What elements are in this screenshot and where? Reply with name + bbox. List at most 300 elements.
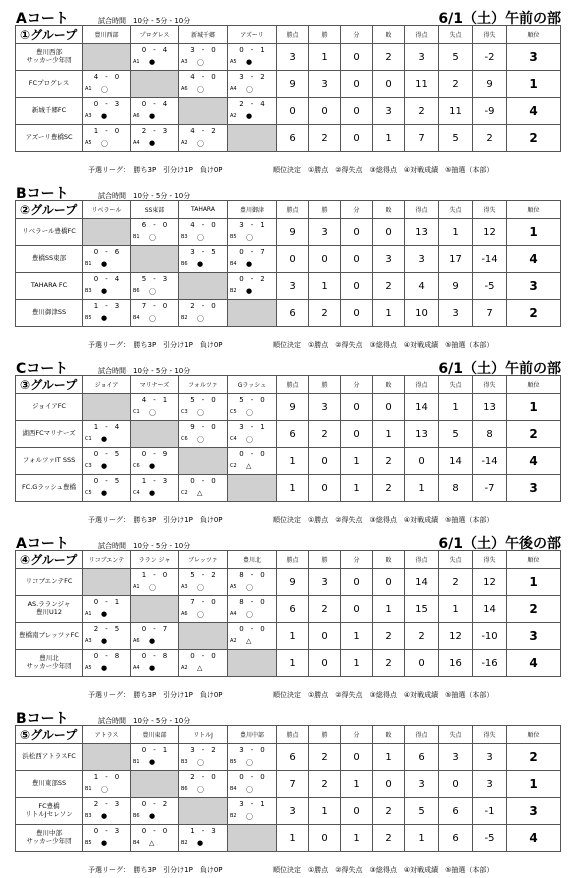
match-score: 0 ‐ 1 — [141, 746, 168, 754]
stat-value: 1 — [373, 744, 405, 771]
result-cell — [228, 771, 277, 798]
result-cell — [179, 71, 228, 98]
result-cell — [131, 125, 179, 152]
match-score: 0 ‐ 6 — [93, 248, 120, 256]
match-score: 0 ‐ 1 — [239, 46, 265, 54]
stat-value: 0 — [309, 448, 341, 475]
rank-value: 3 — [507, 475, 561, 502]
stat-value: -7 — [473, 475, 507, 502]
stat-value: 1 — [373, 421, 405, 448]
stat-header: 失点 — [439, 376, 473, 394]
team-name: FC豊橋 リトルJセレソン — [16, 798, 83, 825]
stat-value: 14 — [473, 596, 507, 623]
match-score: 3 ‐ 0 — [239, 746, 265, 754]
stat-value: -2 — [473, 44, 507, 71]
match-score: 2 ‐ 5 — [93, 625, 120, 633]
self-match-cell — [228, 300, 277, 327]
match-score: 4 ‐ 0 — [190, 73, 216, 81]
result-mark: ● — [149, 58, 156, 66]
match-score: 8 ‐ 0 — [239, 598, 265, 606]
opponent-header: 豊川西部 — [83, 26, 131, 44]
match-score: 0 ‐ 0 — [190, 477, 216, 485]
match-number: B5 — [85, 840, 92, 846]
stat-header: 得点 — [405, 201, 439, 219]
stat-value: 12 — [439, 623, 473, 650]
team-row — [16, 421, 561, 448]
result-cell — [179, 44, 228, 71]
team-name: AS.ラランジャ 豊川U12 — [16, 596, 83, 623]
stat-value: 2 — [373, 650, 405, 677]
stat-value: -5 — [473, 825, 507, 852]
stat-header: 勝 — [309, 376, 341, 394]
stat-value: 0 — [341, 246, 373, 273]
self-match-cell — [228, 125, 277, 152]
stat-value: 0 — [373, 771, 405, 798]
team-row — [16, 475, 561, 502]
self-match-cell — [228, 650, 277, 677]
team-row — [16, 798, 561, 825]
result-cell — [228, 569, 277, 596]
result-mark: ● — [101, 489, 108, 497]
match-score: 2 ‐ 0 — [190, 773, 216, 781]
team-row — [16, 246, 561, 273]
stat-value: 0 — [341, 98, 373, 125]
match-number: C1 — [85, 436, 92, 442]
team-row — [16, 98, 561, 125]
stat-value: 6 — [439, 798, 473, 825]
rank-value: 1 — [507, 394, 561, 421]
rank-value: 4 — [507, 448, 561, 475]
match-number: B1 — [133, 234, 140, 240]
stat-value: 6 — [277, 125, 309, 152]
team-name: FCプログレス — [16, 71, 83, 98]
stat-value: 2 — [373, 798, 405, 825]
match-number: C2 — [230, 463, 237, 469]
result-mark: ● — [101, 664, 108, 672]
stat-header: 得点 — [405, 26, 439, 44]
match-score: 3 ‐ 1 — [239, 423, 265, 431]
match-time: 試合時間 10分 ‐ 5分 ‐ 10分 — [98, 542, 191, 550]
result-mark: ● — [149, 637, 156, 645]
stat-value: 2 — [439, 71, 473, 98]
stat-value: 3 — [277, 273, 309, 300]
result-mark: △ — [246, 462, 252, 470]
match-number: B2 — [230, 813, 237, 819]
self-match-cell — [131, 71, 179, 98]
result-cell — [228, 246, 277, 273]
team-row — [16, 71, 561, 98]
rank-value: 3 — [507, 798, 561, 825]
result-cell — [228, 273, 277, 300]
match-score: 0 ‐ 5 — [93, 450, 120, 458]
stat-value: 3 — [405, 771, 439, 798]
team-name: 豊橋南ブレッツァFC — [16, 623, 83, 650]
footer-ranking: 順位決定 ①勝点 ②得失点 ③総得点 ④対戦成績 ⑤抽選（本部） — [273, 166, 494, 174]
result-cell — [131, 273, 179, 300]
court-section — [0, 8, 581, 178]
opponent-header: ララン ジャ — [131, 551, 179, 569]
stat-value: 9 — [277, 219, 309, 246]
match-score: 0 ‐ 0 — [239, 625, 265, 633]
footer-points: 予選リーグ： 勝ち3P 引分け1P 負け0P — [88, 516, 223, 524]
result-cell — [179, 300, 228, 327]
match-number: A3 — [181, 584, 188, 590]
match-score: 3 ‐ 5 — [190, 248, 216, 256]
opponent-header: プログレス — [131, 26, 179, 44]
stat-header: 失点 — [439, 726, 473, 744]
result-mark: ● — [101, 287, 108, 295]
result-cell — [131, 300, 179, 327]
result-mark: 〇 — [101, 140, 108, 148]
opponent-header: マリナーズ — [131, 376, 179, 394]
stat-header: 順位 — [507, 726, 561, 744]
self-match-cell — [131, 246, 179, 273]
match-number: B6 — [181, 786, 188, 792]
stat-value: 1 — [373, 596, 405, 623]
match-number: C2 — [181, 490, 188, 496]
rank-value: 3 — [507, 273, 561, 300]
match-score: 3 ‐ 2 — [239, 73, 265, 81]
stat-value: 12 — [473, 219, 507, 246]
team-row — [16, 125, 561, 152]
stat-value: 2 — [473, 125, 507, 152]
self-match-cell — [83, 394, 131, 421]
stat-value: 3 — [277, 44, 309, 71]
stat-value: 1 — [373, 125, 405, 152]
result-mark: 〇 — [197, 86, 204, 94]
stat-value: 10 — [405, 300, 439, 327]
self-match-cell — [179, 273, 228, 300]
team-name: 浜松西アトラスFC — [16, 744, 83, 771]
match-time: 試合時間 10分 ‐ 5分 ‐ 10分 — [98, 17, 191, 25]
team-name: ジョイアFC — [16, 394, 83, 421]
stat-value: 0 — [373, 71, 405, 98]
result-cell — [131, 475, 179, 502]
result-cell — [228, 596, 277, 623]
opponent-header: ブレッツァ — [179, 551, 228, 569]
result-mark: 〇 — [246, 813, 253, 821]
court-section — [0, 533, 581, 703]
stat-value: 1 — [439, 394, 473, 421]
stat-value: 0 — [373, 219, 405, 246]
match-number: A1 — [85, 86, 92, 92]
match-score: 0 ‐ 0 — [239, 773, 265, 781]
stat-value: 0 — [341, 569, 373, 596]
stat-header: 分 — [341, 376, 373, 394]
stat-value: 0 — [341, 300, 373, 327]
stat-value: 2 — [309, 300, 341, 327]
stat-value: 3 — [309, 569, 341, 596]
match-number: B5 — [230, 759, 237, 765]
result-cell — [83, 300, 131, 327]
result-mark: ● — [101, 812, 108, 820]
match-score: 0 ‐ 2 — [239, 275, 265, 283]
match-number: B1 — [85, 786, 92, 792]
stat-value: 9 — [473, 71, 507, 98]
result-cell — [83, 246, 131, 273]
result-cell — [83, 98, 131, 125]
result-mark: 〇 — [149, 409, 156, 417]
match-number: B6 — [133, 813, 140, 819]
stat-header: 分 — [341, 26, 373, 44]
result-cell — [228, 44, 277, 71]
match-score: 8 ‐ 0 — [239, 571, 265, 579]
match-time: 試合時間 10分 ‐ 5分 ‐ 10分 — [98, 717, 191, 725]
match-score: 0 ‐ 5 — [93, 477, 120, 485]
stat-value: 5 — [439, 125, 473, 152]
result-cell — [228, 448, 277, 475]
rank-value: 4 — [507, 825, 561, 852]
match-number: C5 — [85, 490, 92, 496]
match-score: 2 ‐ 0 — [190, 302, 216, 310]
team-name: リベラール豊橋FC — [16, 219, 83, 246]
rank-value: 1 — [507, 771, 561, 798]
match-score: 6 ‐ 0 — [141, 221, 168, 229]
stat-header: 失点 — [439, 201, 473, 219]
rank-value: 2 — [507, 596, 561, 623]
rank-value: 2 — [507, 300, 561, 327]
stat-value: 0 — [341, 125, 373, 152]
result-mark: 〇 — [246, 759, 253, 767]
result-mark: 〇 — [197, 140, 204, 148]
match-number: C5 — [230, 409, 237, 415]
match-score: 4 ‐ 0 — [190, 221, 216, 229]
result-mark: △ — [197, 664, 203, 672]
result-cell — [83, 273, 131, 300]
team-name: 豊川北 サッカー少年団 — [16, 650, 83, 677]
group-table — [15, 375, 561, 502]
match-score: 4 ‐ 1 — [141, 396, 168, 404]
stat-header: 失点 — [439, 551, 473, 569]
self-match-cell — [131, 771, 179, 798]
stat-header: 勝 — [309, 551, 341, 569]
result-mark: ● — [246, 112, 253, 120]
result-mark: 〇 — [197, 611, 204, 619]
team-row — [16, 771, 561, 798]
stat-header: 得点 — [405, 376, 439, 394]
stat-header: 敗 — [373, 376, 405, 394]
result-cell — [131, 569, 179, 596]
result-cell — [228, 744, 277, 771]
team-row — [16, 569, 561, 596]
result-mark: 〇 — [197, 234, 204, 242]
group-name: ③グループ — [16, 376, 83, 394]
stat-value: 1 — [341, 448, 373, 475]
court-title: Cコート — [16, 361, 69, 377]
match-number: C3 — [85, 463, 92, 469]
self-match-cell — [179, 798, 228, 825]
stat-value: -5 — [473, 273, 507, 300]
stat-value: 12 — [473, 569, 507, 596]
court-section — [0, 358, 581, 528]
self-match-cell — [179, 448, 228, 475]
result-mark: ● — [101, 462, 108, 470]
match-score: 0 ‐ 9 — [141, 450, 168, 458]
stat-header: 順位 — [507, 376, 561, 394]
match-number: B6 — [133, 288, 140, 294]
result-cell — [179, 421, 228, 448]
stat-value: 3 — [309, 71, 341, 98]
stat-value: 2 — [373, 273, 405, 300]
stat-value: 2 — [309, 596, 341, 623]
match-score: 0 ‐ 4 — [93, 275, 120, 283]
stat-value: 9 — [277, 394, 309, 421]
result-cell — [131, 394, 179, 421]
opponent-header: 新城千郷 — [179, 26, 228, 44]
stat-value: 0 — [341, 394, 373, 421]
stat-value: 0 — [309, 650, 341, 677]
stat-value: -9 — [473, 98, 507, 125]
match-number: B5 — [85, 315, 92, 321]
result-mark: 〇 — [197, 759, 204, 767]
self-match-cell — [83, 219, 131, 246]
footer-ranking: 順位決定 ①勝点 ②得失点 ③総得点 ④対戦成績 ⑤抽選（本部） — [273, 866, 494, 874]
match-score: 5 ‐ 3 — [141, 275, 168, 283]
result-cell — [83, 475, 131, 502]
stat-value: -14 — [473, 448, 507, 475]
footer-points: 予選リーグ： 勝ち3P 引分け1P 負け0P — [88, 166, 223, 174]
stat-value: 1 — [277, 650, 309, 677]
stat-header: 失点 — [439, 26, 473, 44]
result-mark: ● — [149, 112, 156, 120]
match-score: 0 ‐ 0 — [190, 652, 216, 660]
stat-value: 1 — [277, 623, 309, 650]
stat-header: 勝 — [309, 201, 341, 219]
match-number: C4 — [133, 490, 140, 496]
stat-value: 3 — [439, 744, 473, 771]
stat-value: 1 — [277, 825, 309, 852]
match-number: B4 — [230, 261, 237, 267]
stat-value: 0 — [309, 98, 341, 125]
stat-header: 得点 — [405, 726, 439, 744]
stat-header: 勝点 — [277, 201, 309, 219]
opponent-header: Gラッシュ — [228, 376, 277, 394]
match-number: C6 — [133, 463, 140, 469]
self-match-cell — [83, 44, 131, 71]
match-score: 2 ‐ 3 — [141, 127, 168, 135]
match-score: 0 ‐ 4 — [141, 100, 168, 108]
match-score: 4 ‐ 2 — [190, 127, 216, 135]
match-score: 1 ‐ 3 — [93, 302, 120, 310]
match-number: A4 — [133, 140, 140, 146]
rank-value: 4 — [507, 246, 561, 273]
footer-ranking: 順位決定 ①勝点 ②得失点 ③総得点 ④対戦成績 ⑤抽選（本部） — [273, 691, 494, 699]
match-score: 1 ‐ 3 — [190, 827, 216, 835]
match-score: 3 ‐ 1 — [239, 800, 265, 808]
match-score: 0 ‐ 8 — [93, 652, 120, 660]
stat-value: 1 — [341, 475, 373, 502]
result-mark: 〇 — [246, 409, 253, 417]
match-score: 1 ‐ 3 — [141, 477, 168, 485]
team-name: 豊川御津SS — [16, 300, 83, 327]
stat-value: 14 — [405, 569, 439, 596]
group-table — [15, 200, 561, 327]
stat-value: -1 — [473, 798, 507, 825]
stat-header: 勝 — [309, 26, 341, 44]
result-mark: 〇 — [246, 436, 253, 444]
team-row — [16, 273, 561, 300]
team-name: FC.Gラッシュ豊橋 — [16, 475, 83, 502]
stat-value: 9 — [277, 569, 309, 596]
stat-value: 13 — [473, 394, 507, 421]
stat-value: 6 — [277, 300, 309, 327]
stat-value: 2 — [309, 771, 341, 798]
match-number: A5 — [230, 584, 237, 590]
result-cell — [179, 246, 228, 273]
group-name: ①グループ — [16, 26, 83, 44]
stat-value: 6 — [277, 744, 309, 771]
result-mark: 〇 — [197, 59, 204, 67]
result-cell — [83, 596, 131, 623]
result-mark: 〇 — [246, 86, 253, 94]
match-score: 3 ‐ 0 — [190, 46, 216, 54]
opponent-header: TAHARA — [179, 201, 228, 219]
opponent-header: リコブエンテ — [83, 551, 131, 569]
match-number: A5 — [85, 140, 92, 146]
stat-value: 11 — [405, 71, 439, 98]
team-name: TAHARA FC — [16, 273, 83, 300]
stat-value: 8 — [439, 475, 473, 502]
stat-value: 6 — [439, 825, 473, 852]
result-mark: 〇 — [246, 786, 253, 794]
match-number: A4 — [230, 611, 237, 617]
self-match-cell — [179, 98, 228, 125]
result-mark: ● — [101, 435, 108, 443]
match-number: A6 — [133, 113, 140, 119]
team-name: アズーリ豊橋SC — [16, 125, 83, 152]
result-cell — [131, 798, 179, 825]
result-mark: ● — [246, 58, 253, 66]
result-cell — [228, 394, 277, 421]
stat-header: 得失 — [473, 201, 507, 219]
stat-value: 14 — [439, 448, 473, 475]
result-mark: ● — [101, 637, 108, 645]
match-score: 1 ‐ 0 — [93, 773, 120, 781]
match-score: 4 ‐ 0 — [93, 73, 120, 81]
match-number: A5 — [230, 59, 237, 65]
match-number: B5 — [230, 234, 237, 240]
match-score: 2 ‐ 4 — [239, 100, 265, 108]
result-cell — [131, 650, 179, 677]
stat-value: 1 — [309, 273, 341, 300]
stat-value: 9 — [439, 273, 473, 300]
result-mark: 〇 — [149, 234, 156, 242]
result-cell — [83, 421, 131, 448]
result-cell — [83, 125, 131, 152]
match-score: 7 ‐ 0 — [141, 302, 168, 310]
match-score: 9 ‐ 0 — [190, 423, 216, 431]
match-score: 2 ‐ 3 — [93, 800, 120, 808]
result-cell — [83, 623, 131, 650]
stat-value: 0 — [341, 744, 373, 771]
stat-value: 0 — [341, 219, 373, 246]
stat-value: 1 — [405, 825, 439, 852]
court-section — [0, 708, 581, 878]
match-number: A2 — [181, 665, 188, 671]
result-mark: 〇 — [101, 786, 108, 794]
team-name: リコブエンテFC — [16, 569, 83, 596]
rank-value: 2 — [507, 125, 561, 152]
result-cell — [228, 623, 277, 650]
opponent-header: リベラール — [83, 201, 131, 219]
match-number: A2 — [230, 113, 237, 119]
result-mark: 〇 — [197, 584, 204, 592]
match-number: C4 — [230, 436, 237, 442]
stat-value: 7 — [473, 300, 507, 327]
result-mark: ● — [101, 112, 108, 120]
result-cell — [179, 650, 228, 677]
stat-header: 得失 — [473, 376, 507, 394]
